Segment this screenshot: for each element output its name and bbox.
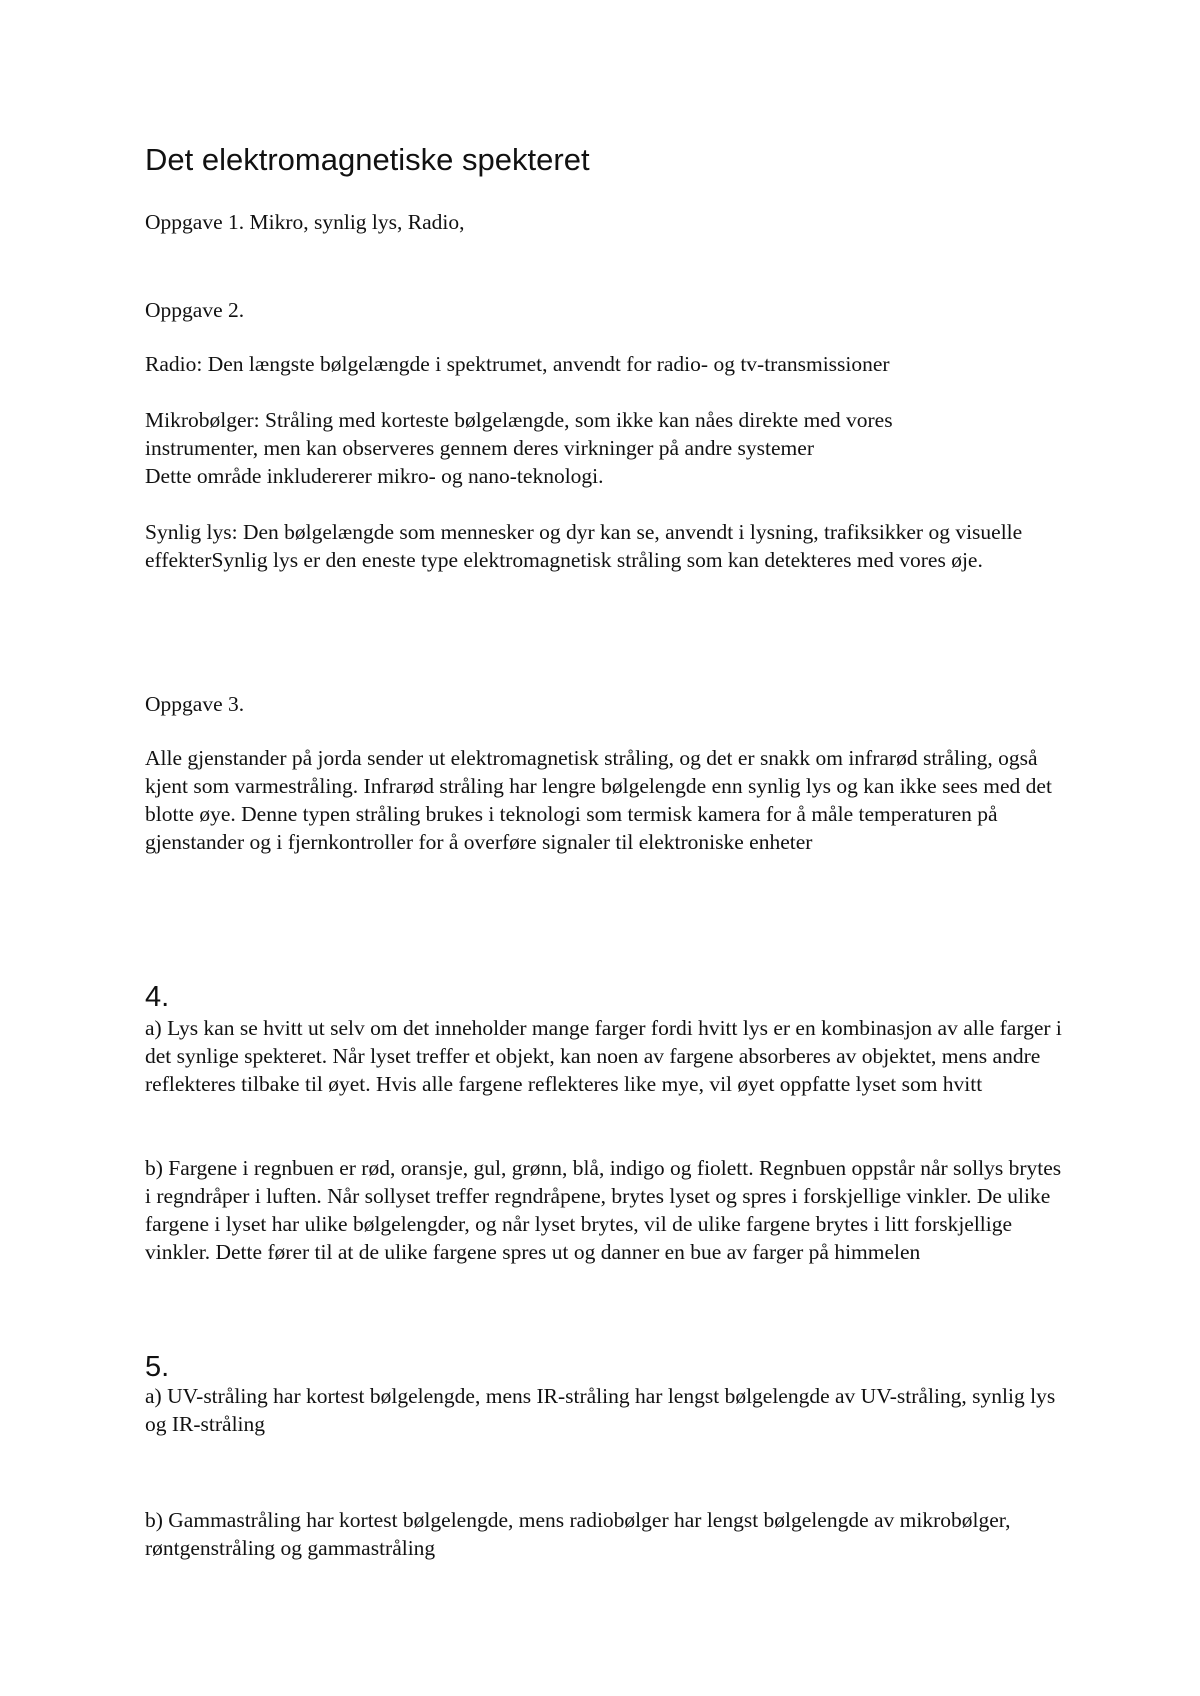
task4-b-text: b) Fargene i regnbuen er rød, oransje, gul, grønn, blå, indigo og fiolett. Regnbuen oppstår når sollys brytes i regndråper i luften. Når sollyset treffer regndråpene, brytes lyset og spres i forskjellige vinkler. De ulike fargene i lyset har ulike bølgelengder, og når lyset brytes, vil de ulike fargene brytes i litt forskjellige vinkler. Dette fører til at de ulike fargene spres ut og danner en bue av farger på himmelen [145,1156,1062,1264]
task3-heading: Oppgave 3. [145,692,245,716]
document-title: Det elektromagnetiske spekteret [145,142,590,177]
task2-micro-line3: Dette område inkludererer mikro- og nano-teknologi. [145,464,604,488]
task4-a-text: a) Lys kan se hvitt ut selv om det inneholder mange farger fordi hvitt lys er en kombinasjon av alle farger i det synlige spekteret. Når lyset treffer et objekt, kan noen av fargene absorberes av objektet, mens andre reflekteres tilbake til øyet. Hvis alle fargene reflekteres like mye, vil øyet oppfatte lyset som hvitt [145,1016,1062,1096]
task2-visible-light-text: Synlig lys: Den bølgelængde som mennesker og dyr kan se, anvendt i lysning, trafiksikker og visuelle effekterSynlig lys er den eneste type elektromagnetisk stråling som kan detekteres med vores øje. [145,520,1023,572]
task2-heading: Oppgave 2. [145,298,245,322]
task4-heading: 4. [145,981,170,1013]
task2-radio-text: Radio: Den længste bølgelængde i spektrumet, anvendt for radio- og tv-transmissioner [145,352,890,376]
task1-text: Oppgave 1. Mikro, synlig lys, Radio, [145,210,465,234]
task5-b-text: b) Gammastråling har kortest bølgelengde, mens radiobølger har lengst bølgelengde av mikrobølger, røntgenstråling og gammastråling [145,1508,1011,1560]
task2-micro-line2: instrumenter, men kan observeres gennem deres virkninger på andre systemer [145,436,814,460]
task3-text: Alle gjenstander på jorda sender ut elektromagnetisk stråling, og det er snakk om infrarød stråling, også kjent som varmestråling. Infrarød stråling har lengre bølgelengde enn synlig lys og kan ikke sees med det blotte øye. Denne typen stråling brukes i teknologi som termisk kamera for å måle temperaturen på gjenstander og i fjernkontroller for å overføre signaler til elektroniske enheter [145,746,1052,854]
task5-a-text: a) UV-stråling har kortest bølgelengde, mens IR-stråling har lengst bølgelengde av UV-stråling, synlig lys og IR-stråling [145,1384,1056,1436]
task2-micro-line1: Mikrobølger: Stråling med korteste bølgelængde, som ikke kan nåes direkte med vores [145,408,893,432]
task5-heading: 5. [145,1351,170,1383]
